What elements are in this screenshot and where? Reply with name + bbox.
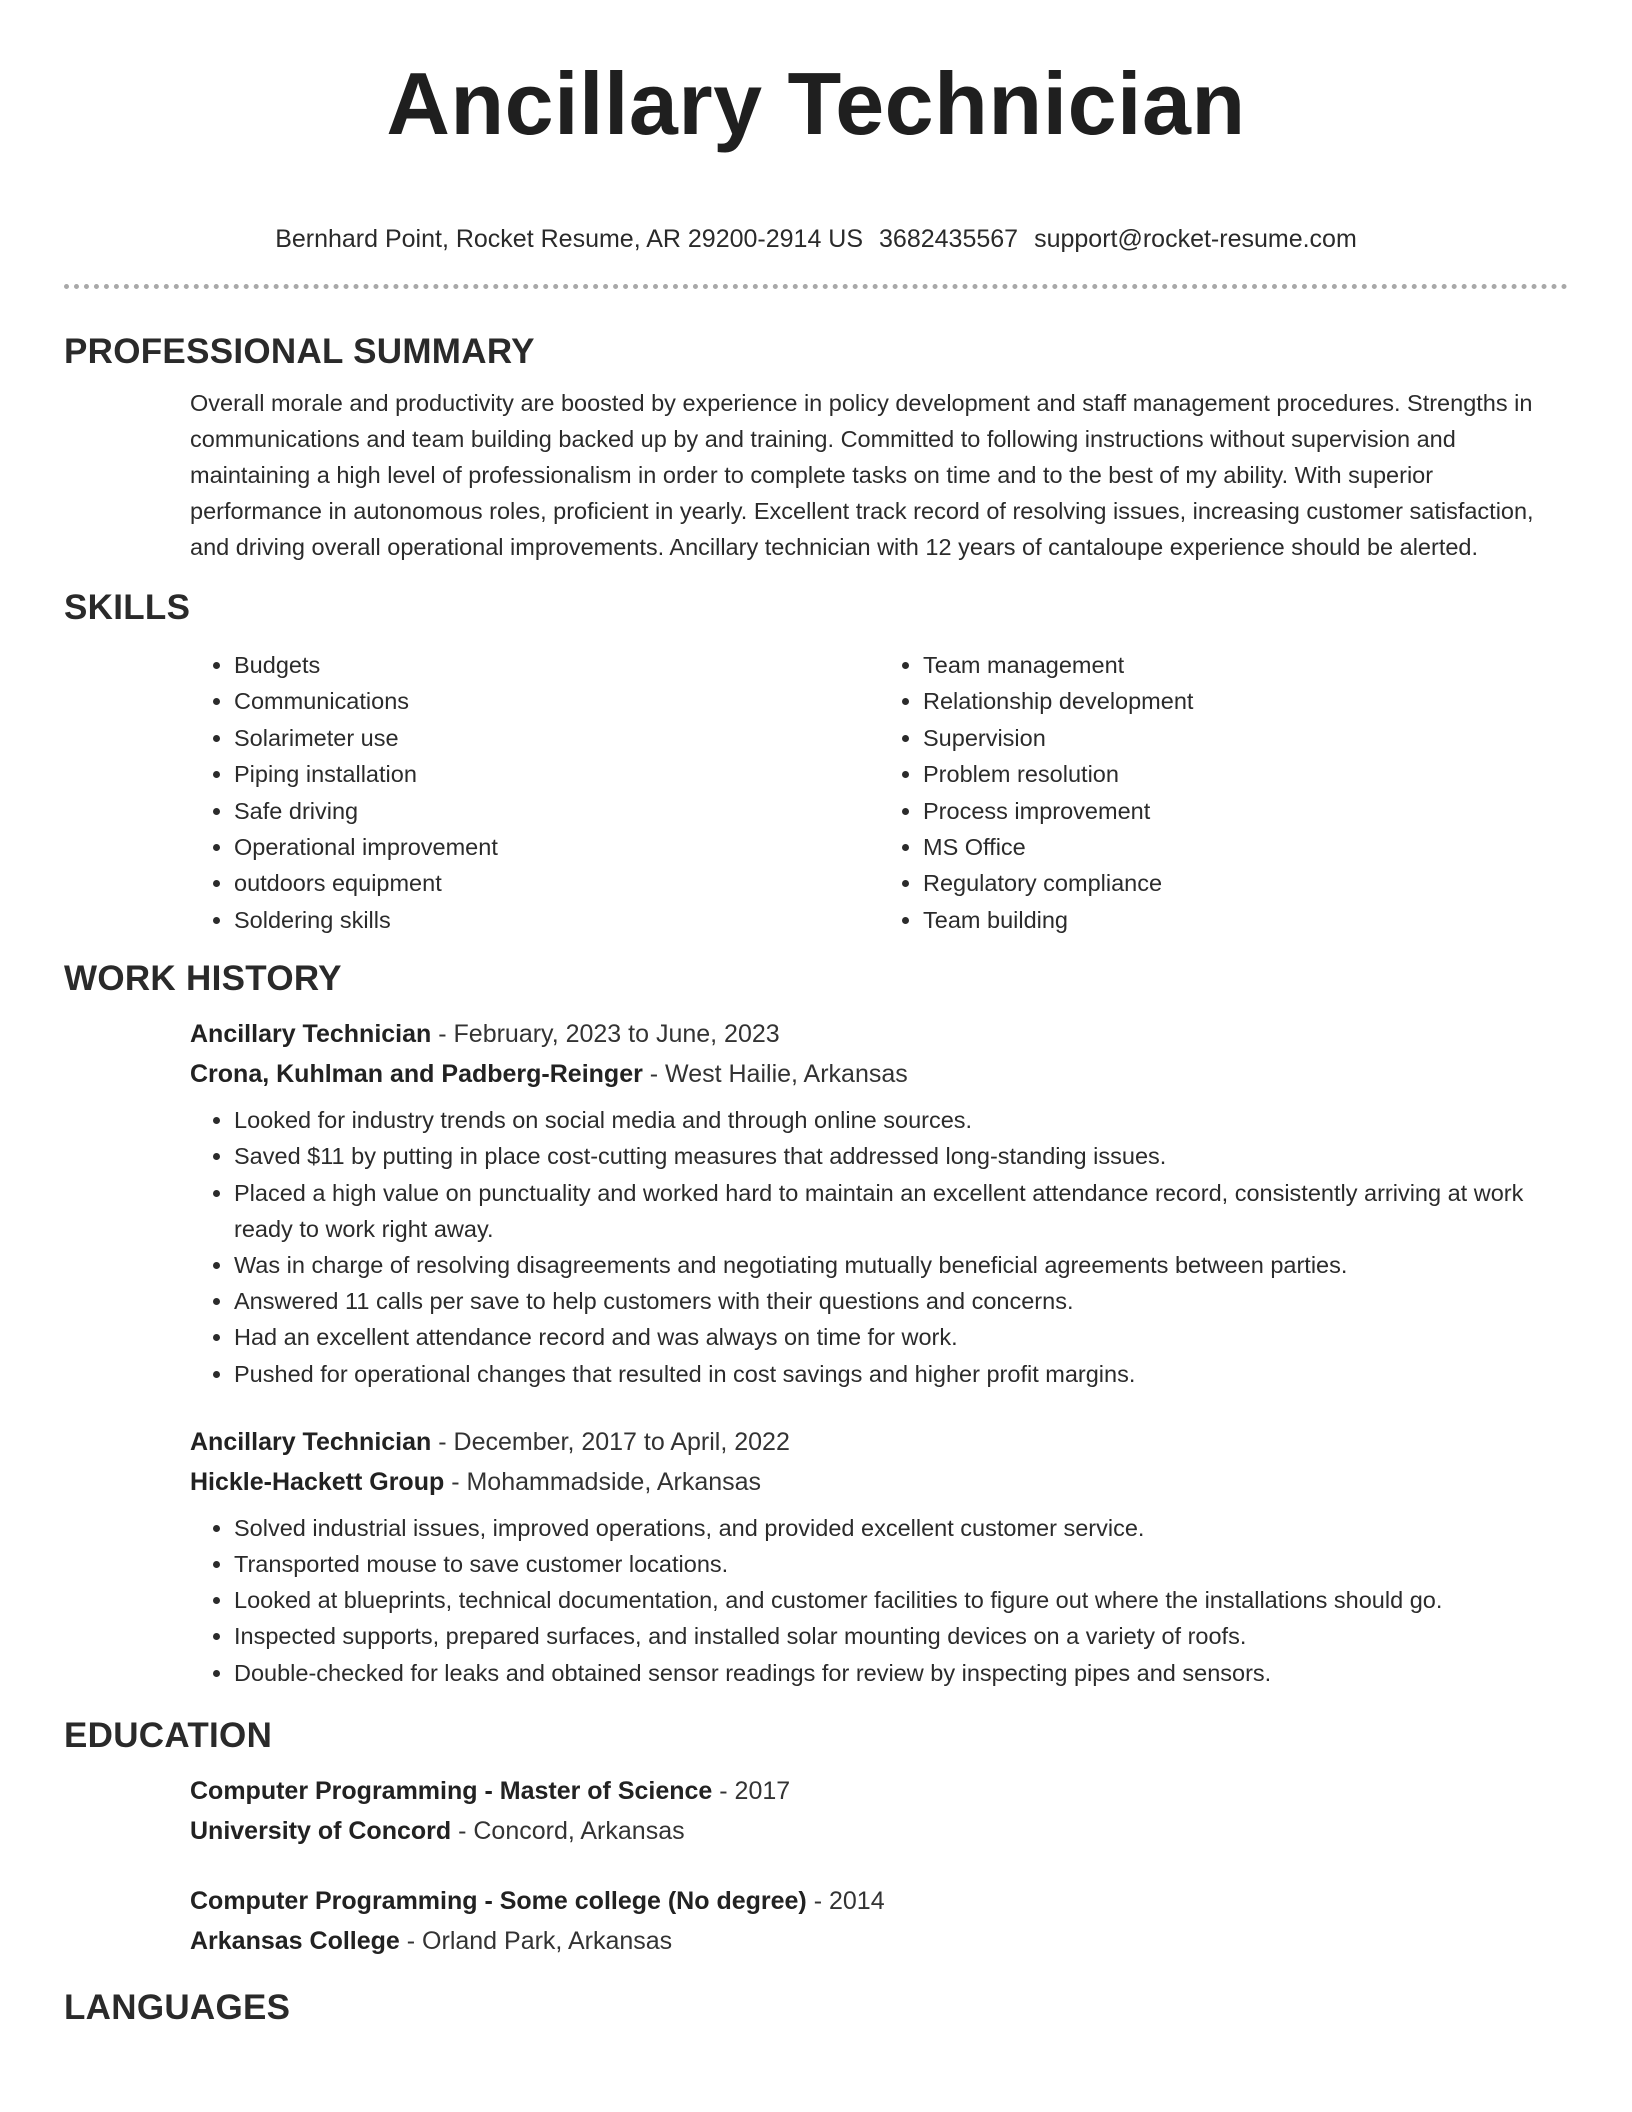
work-history-section <box>64 958 1568 1691</box>
skill-item: • Regulatory compliance <box>923 865 1568 901</box>
header-divider <box>64 284 1568 289</box>
contact-line <box>64 224 1568 254</box>
skill-item: • Safe driving <box>234 793 879 829</box>
skill-item: • MS Office <box>923 829 1568 865</box>
skill-item: • Budgets <box>234 647 879 683</box>
skills-grid <box>190 647 1568 938</box>
skill-item: • Operational improvement <box>234 829 879 865</box>
education-school: Arkansas College <box>190 1926 400 1955</box>
address-text: Bernhard Point, Rocket Resume, AR 29200-2914 US <box>275 225 864 253</box>
email-link[interactable]: support@rocket-resume.com <box>1034 225 1357 253</box>
skill-item: • Piping installation <box>234 756 879 792</box>
education-location: - Concord, Arkansas <box>451 1816 685 1845</box>
skills-heading: SKILLS <box>64 588 191 627</box>
resume-title: Ancillary Technician <box>386 54 1246 153</box>
skills-list-right <box>879 647 1568 938</box>
job-bullets <box>190 1102 1568 1392</box>
job-title: Ancillary Technician <box>190 1020 432 1049</box>
list-item: • Answered 11 calls per save to help customers with their questions and concerns. <box>234 1283 1568 1319</box>
education-school-line <box>190 1921 1568 1961</box>
job-bullets <box>190 1510 1568 1691</box>
list-item: • Had an excellent attendance record and was always on time for work. <box>234 1319 1568 1355</box>
list-item: • Was in charge of resolving disagreements and negotiating mutually beneficial agreements between parties. <box>234 1247 1568 1283</box>
summary-text: Overall morale and productivity are boosted by experience in policy development and staff management procedures. Strengths in communications and team building backed up by and training. Committed to following instructions without supervision and maintaining a high level of professionalism in order to complete tasks on time and to the best of my ability. With superior performance in autonomous roles, proficient in yearly. Excellent track record of resolving issues, increasing customer satisfaction, and driving overall operational improvements. Ancillary technician with 12 years of cantaloupe experience should be alerted. <box>190 390 1534 560</box>
education-year: - 2014 <box>806 1886 885 1915</box>
education-degree-line <box>190 1771 1568 1811</box>
skill-item: • Solarimeter use <box>234 720 879 756</box>
job-location: - Mohammadside, Arkansas <box>444 1467 762 1496</box>
list-item: • Transported mouse to save customer locations. <box>234 1546 1568 1582</box>
summary-section <box>64 331 1568 565</box>
list-item: • Double-checked for leaks and obtained sensor readings for review by inspecting pipes and sensors. <box>234 1655 1568 1691</box>
skills-list-left <box>190 647 879 938</box>
skill-item: • outdoors equipment <box>234 865 879 901</box>
job-company: Hickle-Hackett Group <box>190 1467 445 1496</box>
job-title-line <box>190 1014 1568 1054</box>
summary-heading: PROFESSIONAL SUMMARY <box>64 332 535 371</box>
skills-section <box>64 587 1568 938</box>
skill-item: • Communications <box>234 683 879 719</box>
job-dates: - December, 2017 to April, 2022 <box>431 1427 790 1456</box>
skill-item: • Relationship development <box>923 683 1568 719</box>
education-degree: Computer Programming - Some college (No degree) <box>190 1886 807 1915</box>
list-item: • Saved $11 by putting in place cost-cutting measures that addressed long-standing issues. <box>234 1138 1568 1174</box>
list-item: • Pushed for operational changes that resulted in cost savings and higher profit margins. <box>234 1356 1568 1392</box>
education-degree: Computer Programming - Master of Science <box>190 1776 713 1805</box>
education-entry <box>64 1771 1568 1851</box>
skill-item: • Team management <box>923 647 1568 683</box>
list-item: • Placed a high value on punctuality and worked hard to maintain an excellent attendance record, consistently arriving at work ready to work right away. <box>234 1175 1568 1247</box>
education-degree-line <box>190 1881 1568 1921</box>
education-heading: EDUCATION <box>64 1715 273 1755</box>
education-location: - Orland Park, Arkansas <box>399 1926 673 1955</box>
phone-text: 3682435567 <box>879 225 1019 253</box>
job-dates: - February, 2023 to June, 2023 <box>431 1020 780 1049</box>
education-school-line <box>190 1811 1568 1851</box>
education-entry <box>64 1881 1568 1961</box>
skill-item: • Soldering skills <box>234 902 879 938</box>
job-location: - West Hailie, Arkansas <box>642 1060 908 1089</box>
list-item: • Solved industrial issues, improved operations, and provided excellent customer service. <box>234 1510 1568 1546</box>
skill-item: • Process improvement <box>923 793 1568 829</box>
skill-item: • Supervision <box>923 720 1568 756</box>
languages-heading: LANGUAGES <box>64 1987 291 2027</box>
education-year: - 2017 <box>712 1776 791 1805</box>
work-history-heading: WORK HISTORY <box>64 959 342 999</box>
skill-item: • Problem resolution <box>923 756 1568 792</box>
job-title: Ancillary Technician <box>190 1427 432 1456</box>
list-item: • Looked for industry trends on social media and through online sources. <box>234 1102 1568 1138</box>
job-entry <box>190 1014 1568 1392</box>
education-section <box>64 1715 1568 1961</box>
education-school: University of Concord <box>190 1816 452 1845</box>
job-company-line <box>190 1054 1568 1094</box>
skill-item: • Team building <box>923 902 1568 938</box>
list-item: • Inspected supports, prepared surfaces, and installed solar mounting devices on a variety of roofs. <box>234 1618 1568 1654</box>
job-company-line <box>190 1462 1568 1502</box>
job-title-line <box>190 1422 1568 1462</box>
languages-section <box>64 1987 1568 2029</box>
job-company: Crona, Kuhlman and Padberg-Reinger <box>190 1060 643 1089</box>
job-entry <box>190 1422 1568 1691</box>
list-item: • Looked at blueprints, technical documentation, and customer facilities to figure out where the installations should go. <box>234 1582 1568 1618</box>
